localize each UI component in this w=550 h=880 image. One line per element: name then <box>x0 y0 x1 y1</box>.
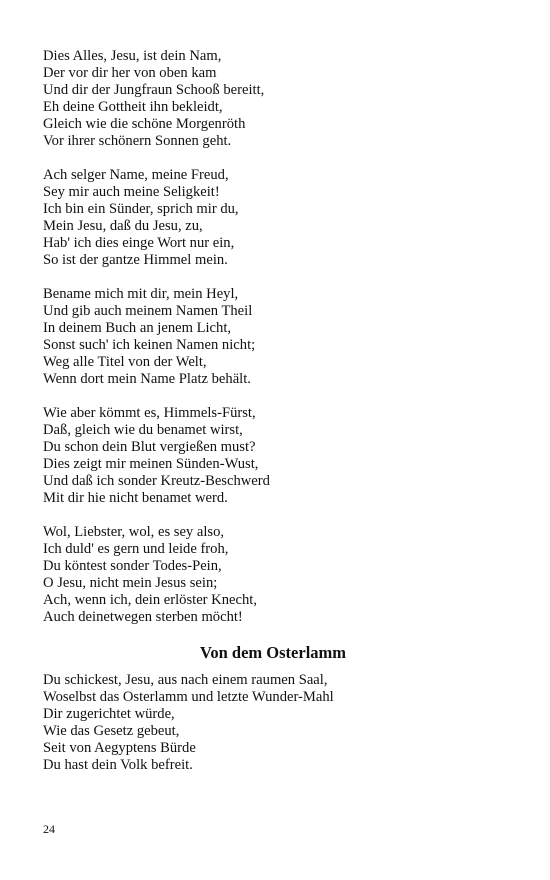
verse-line: Der vor dir her von oben kam <box>43 65 217 81</box>
verse-line: Du schickest, Jesu, aus nach einem raumen Saal, <box>43 672 328 688</box>
verse-line: Ich duld' es gern und leide froh, <box>43 541 229 557</box>
section-title: Von dem Osterlamm <box>199 643 347 662</box>
stanza <box>43 48 503 150</box>
verse-line: Wie das Gesetz gebeut, <box>43 723 180 739</box>
verse-line: Und daß ich sonder Kreutz-Beschwerd <box>43 473 270 489</box>
stanza <box>43 524 503 626</box>
verse-line: Mein Jesu, daß du Jesu, zu, <box>43 218 203 234</box>
verse-line: Ach, wenn ich, dein erlöster Knecht, <box>43 592 257 608</box>
verse-line: Ich bin ein Sünder, sprich mir du, <box>43 201 239 217</box>
verse-line: Wenn dort mein Name Platz behält. <box>43 371 251 387</box>
stanza <box>43 672 503 774</box>
verse-line: Wol, Liebster, wol, es sey also, <box>43 524 225 540</box>
verse-line: In deinem Buch an jenem Licht, <box>43 320 232 336</box>
verse-line: Du schon dein Blut vergießen must? <box>43 439 256 455</box>
verse-line: Woselbst das Osterlamm und letzte Wunder-Mahl <box>43 689 334 705</box>
verse-line: Wie aber kömmt es, Himmels-Fürst, <box>43 405 256 421</box>
verse-line: O Jesu, nicht mein Jesus sein; <box>43 575 218 591</box>
page-number: 24 <box>43 822 55 836</box>
verse-line: Eh deine Gottheit ihn bekleidt, <box>43 99 223 115</box>
page-content <box>43 48 503 791</box>
verse-line: Du hast dein Volk befreit. <box>43 757 193 773</box>
verse-line: Gleich wie die schöne Morgenröth <box>43 116 246 132</box>
verse-line: Dies zeigt mir meinen Sünden-Wust, <box>43 456 259 472</box>
verse-line: Auch deinetwegen sterben möcht! <box>43 609 243 625</box>
verse-line: So ist der gantze Himmel mein. <box>43 252 228 268</box>
verse-line: Daß, gleich wie du benamet wirst, <box>43 422 243 438</box>
stanza <box>43 405 503 507</box>
verse-line: Hab' ich dies einge Wort nur ein, <box>43 235 235 251</box>
stanza <box>43 167 503 269</box>
verse-line: Ach selger Name, meine Freud, <box>43 167 229 183</box>
verse-line: Bename mich mit dir, mein Heyl, <box>43 286 239 302</box>
verse-line: Seit von Aegyptens Bürde <box>43 740 196 756</box>
verse-line: Sonst such' ich keinen Namen nicht; <box>43 337 256 353</box>
verse-line: Und dir der Jungfraun Schooß bereitt, <box>43 82 265 98</box>
verse-line: Vor ihrer schönern Sonnen geht. <box>43 133 232 149</box>
verse-line: Und gib auch meinem Namen Theil <box>43 303 253 319</box>
verse-line: Dir zugerichtet würde, <box>43 706 175 722</box>
verse-line: Du köntest sonder Todes-Pein, <box>43 558 222 574</box>
verse-line: Dies Alles, Jesu, ist dein Nam, <box>43 48 222 64</box>
verse-line: Weg alle Titel von der Welt, <box>43 354 207 370</box>
verse-line: Mit dir hie nicht benamet werd. <box>43 490 228 506</box>
verse-line: Sey mir auch meine Seligkeit! <box>43 184 220 200</box>
stanza <box>43 286 503 388</box>
